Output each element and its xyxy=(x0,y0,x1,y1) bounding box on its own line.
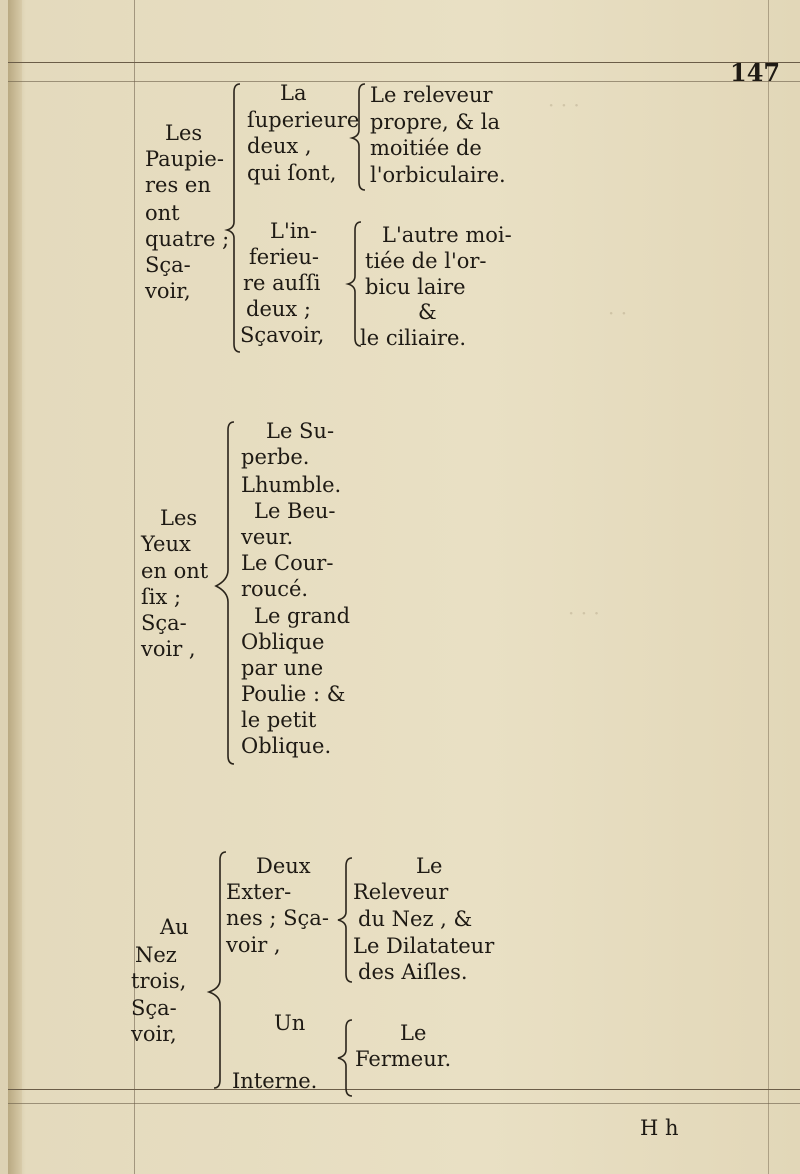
external-line: Exter- xyxy=(226,880,292,904)
subject-line: voir , xyxy=(141,637,196,661)
internal-line: Un xyxy=(274,1011,306,1035)
muscle-line: tiée de l'or- xyxy=(365,249,487,273)
subject-line: trois, xyxy=(131,969,187,993)
muscle-line: Le Dilatateur xyxy=(353,934,495,958)
subject-line: Nez xyxy=(135,943,177,967)
page-number: 147 xyxy=(730,58,781,87)
subject-line: ſix ; xyxy=(141,585,182,609)
muscle-line: veur. xyxy=(241,525,294,549)
muscle-line: l'orbiculaire. xyxy=(370,163,506,187)
subject-line: Sça- xyxy=(145,253,191,277)
subject-line: Les xyxy=(160,506,198,530)
footer-rule xyxy=(8,1089,800,1090)
header-rule xyxy=(8,62,800,63)
brace-paupieres xyxy=(222,82,244,354)
muscle-line: Le releveur xyxy=(370,83,493,107)
superior-line: deux , xyxy=(247,134,312,158)
signature-mark: H h xyxy=(640,1116,679,1140)
muscle-line: perbe. xyxy=(241,445,310,469)
subject-line: Les xyxy=(165,121,203,145)
brace-external xyxy=(334,856,356,984)
subject-line: voir, xyxy=(131,1022,177,1046)
muscle-line: par une xyxy=(241,656,324,680)
muscle-line: Le Su- xyxy=(266,419,335,443)
margin-rule-right xyxy=(768,0,769,1174)
muscle-line: roucé. xyxy=(241,577,309,601)
muscle-line: & xyxy=(418,300,437,324)
muscle-line: Releveur xyxy=(353,880,449,904)
muscle-line: bicu laire xyxy=(365,275,466,299)
brace-internal xyxy=(334,1018,356,1098)
muscle-line: du Nez , & xyxy=(358,907,473,931)
subject-line: res en xyxy=(145,173,211,197)
subject-line: ont xyxy=(145,201,180,225)
inferior-line: re auſſi xyxy=(243,271,321,295)
muscle-line: Poulie : & xyxy=(241,682,346,706)
subject-line: voir, xyxy=(145,279,191,303)
subject-line: Au xyxy=(160,915,189,939)
muscle-line: le petit xyxy=(241,708,317,732)
inferior-line: L'in- xyxy=(270,219,318,243)
muscle-line: L'autre moi- xyxy=(382,223,512,247)
subject-line: quatre ; xyxy=(145,227,230,251)
inferior-line: Sçavoir, xyxy=(240,323,325,347)
muscle-line: moitiée de xyxy=(370,136,482,160)
internal-line: Interne. xyxy=(232,1069,318,1093)
muscle-line: Le Cour- xyxy=(241,551,334,575)
muscle-line: Le grand xyxy=(254,604,351,628)
muscle-line: Lhumble. xyxy=(241,473,342,497)
muscle-line: le ciliaire. xyxy=(360,326,467,350)
brace-superior xyxy=(349,82,369,192)
subject-line: Sça- xyxy=(131,996,177,1020)
brace-yeux xyxy=(208,420,238,766)
subject-line: Sça- xyxy=(141,611,187,635)
superior-line: qui ſont, xyxy=(247,161,337,185)
muscle-line: propre, & la xyxy=(370,110,500,134)
external-line: voir , xyxy=(226,933,281,957)
external-line: Deux xyxy=(256,854,311,878)
muscle-line: Fermeur. xyxy=(355,1047,452,1071)
footer-rule-2 xyxy=(8,1103,800,1104)
inferior-line: deux ; xyxy=(246,297,311,321)
inferior-line: ferieu- xyxy=(249,245,320,269)
muscle-line: Oblique. xyxy=(241,734,332,758)
external-line: nes ; Sça- xyxy=(226,906,329,930)
muscle-line: Le xyxy=(400,1021,427,1045)
muscle-line: Le xyxy=(416,854,443,878)
subject-line: Paupie- xyxy=(145,147,224,171)
muscle-line: Le Beu- xyxy=(254,499,336,523)
superior-line: ſuperieure xyxy=(247,108,360,132)
muscle-line: Oblique xyxy=(241,630,325,654)
book-page: · · · · · · · · 147 Les Paupie- res en ont quatre ; Sça- voir, La ſuperieure deux , qui ſont, Le releveur propre, & la moitiée de l'orbiculaire. L'in- ferieu- re auſſi deux ; Sçavoir, L'autre moi- tiée de l'or- bicu laire & le ciliaire. Les Yeux en ont ſix ; Sça- voir , Le Su- perbe. Lhumble. Le Beu- veur. Le Cour- roucé. Le grand Oblique par une Poulie : & le petit Oblique. Au Nez trois, Sça- voir, Deux Exter- nes ; Sça- voir , Le Releveur du Nez , & Le Dilatateur des Aiſles. Un Interne. Le Fermeur. H h xyxy=(8,0,800,1174)
subject-line: Yeux xyxy=(141,532,191,556)
muscle-line: des Aiſles. xyxy=(358,960,468,984)
superior-line: La xyxy=(280,81,307,105)
page-gutter xyxy=(8,0,22,1174)
subject-line: en ont xyxy=(141,559,209,583)
